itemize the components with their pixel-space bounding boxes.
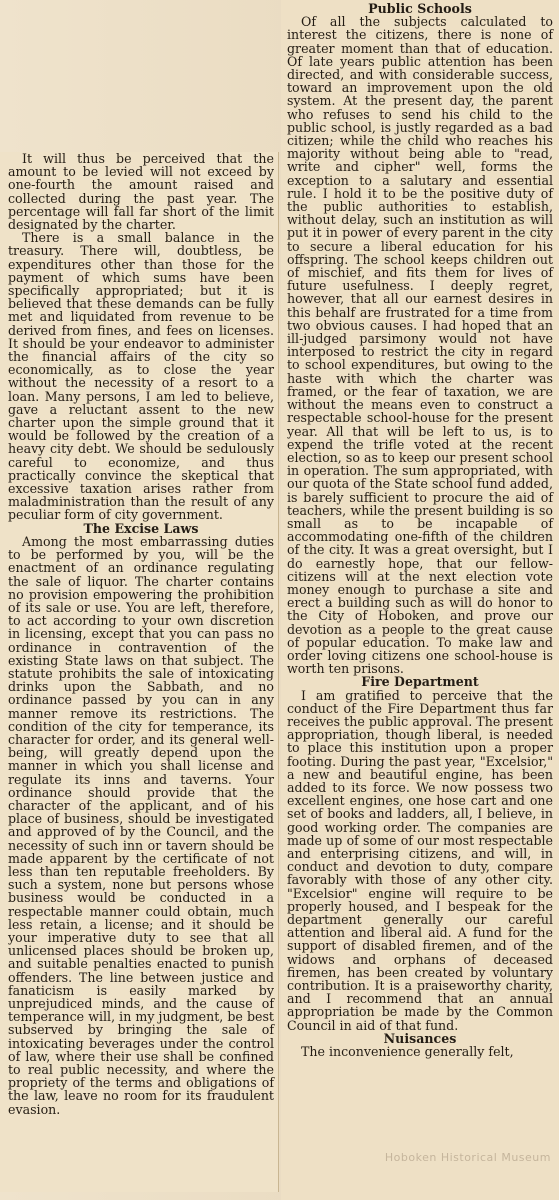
heading-nuisances: Nuisances — [383, 1030, 457, 1046]
paragraph-excise: Among the most embarrassing duties to be performed by you, will be the enactment of an ordinance regulating the sale of liquor. The charter contains no provision empowering the prohibition of its sale or use. You are left, therefore, to act according to your own discretion in licensing, except that you can pass no ordinance in contravention of the existing State laws on that subject. The statute prohibits the sale of intoxicating drinks upon the Sabbath, and no ordinance passed by you can in any manner remove its restrictions. The condition of the city for temperance, its character for order, and its general well-being, will greatly depend upon the manner in which you shall license and regulate its inns and taverns. Your ordinance should provide that the character of the applicant, and of his place of business, should be investigated and approved of by the Council, and the necessity of such inn or tavern should be made apparent by the certificate of not less than ten reputable freeholders. By such a system, none but persons whose business would be conducted in a respectable manner could obtain, much less retain, a license; and it should be your imperative duty to see that all unlicensed places should be broken up, and suitable penalties enacted to punish offenders. The line between justice and fanaticism is easily marked by unprejudiced minds, and the cause of temperance will, in my judgment, be best subserved by bringing the sale of intoxicating beverages under the control of law, where their use shall be confined to real public necessity, and where the propriety of the terms and obligations of the law, leave no room for its fraudulent evasion. — [8, 533, 274, 1117]
paragraph-levy: It will thus be perceived that the amount to be levied will not exceed by one-fourth the amount raised and collected during the past year. The percentage will fall far short of the limit designated by the charter. — [8, 152, 274, 233]
paragraph-treasury: There is a small balance in the treasury. There will, doubtless, be expenditures other than those for the payment of which sums have been specifically appropriated; but it is believed that these demands can be fully met and liquidated from revenue to be derived from fines, and fees on licenses. It should be your endeavor to administer the financial affairs of the city so economically, as to close the year without the necessity of a resort to a loan. Many persons, I am led to believe, gave a reluctant assent to the new charter upon the simple ground that it would be followed by the creation of a heavy city debt. We should be sedulously careful to economize, and thus practically convince the skeptical that excessive taxation arises rather from maladministration than the result of any peculiar form of city government. — [8, 230, 274, 523]
heading-excise-laws: The Excise Laws — [83, 520, 199, 536]
left-column — [0, 152, 278, 1116]
paragraph-nuisances: The inconvenience generally felt, — [301, 1044, 514, 1060]
paragraph-schools: Of all the subjects calculated to interest the citizens, there is none of greater moment than that of education. Of late years public attention has been directed, and with considerable success, toward an improvement upon the old system. At the present day, the parent who refuses to send his child to the public school, is justly regarded as a bad citizen; while the child who reaches his majority without being able to "read, write and cipher" well, forms the exception to a salutary and essential rule. I hold it to be the positive duty of the public authorities to establish, without delay, such an institution as will put it in power of every parent in the city to secure a liberal education for his offspring. The school keeps children out of mischief, and fits them for lives of future usefulness. I deeply regret, however, that all our earnest desires in this behalf are frustrated for a time from two obvious causes. I had hoped that an ill-judged parsimony would not have interposed to restrict the city in regard to school expenditures, but owing to the haste with which the charter was framed, or the fear of taxation, we are without the means even to construct a respectable school-house for the present year. All that will be left to us, is to expend the trifle voted at the recent election, so as to keep our present school in operation. The sum appropriated, with our quota of the State school fund added, is barely sufficient to procure the aid of teachers, while the present building is so small as to be incapable of accommodating one-fifth of the children of the city. It was a great oversight, but I do earnestly hope, that our fellow-citizens will at the next election vote money enough to purchase a site and erect a building such as will do honor to the City of Hoboken, and prove our devotion as a people to the great cause of popular education. To make law and order loving citizens one school-house is worth ten prisons. — [287, 14, 553, 677]
right-clipping — [281, 0, 559, 1200]
heading-fire-department: Fire Department — [361, 674, 479, 690]
left-clipping — [0, 152, 279, 1192]
heading-public-schools: Public Schools — [368, 1, 472, 16]
right-column — [281, 0, 559, 1058]
watermark: Hoboken Historical Museum — [384, 1151, 551, 1164]
paragraph-fire: I am gratified to perceive that the conduct of the Fire Department thus far receives the public approval. The present appropriation, though liberal, is needed to place this institution upon a proper footing. During the past year, "Excelsior," a new and beautiful engine, has been added to its force. We now possess two excellent engines, one hose cart and one set of books and ladders, all, I believe, in good working order. The companies are made up of some of our most respectable and enterprising citizens, and will, in conduct and devotion to duty, compare favorably with those of any other city. "Excelsior" engine will require to be properly housed, and I bespeak for the department generally our careful attention and liberal aid. A fund for the support of disabled firemen, and of the widows and orphans of deceased firemen, has been created by voluntary contribution. It is a praiseworthy charity, and I recommend that an annual appropriation be made by the Common Council in aid of that fund. — [287, 687, 553, 1033]
